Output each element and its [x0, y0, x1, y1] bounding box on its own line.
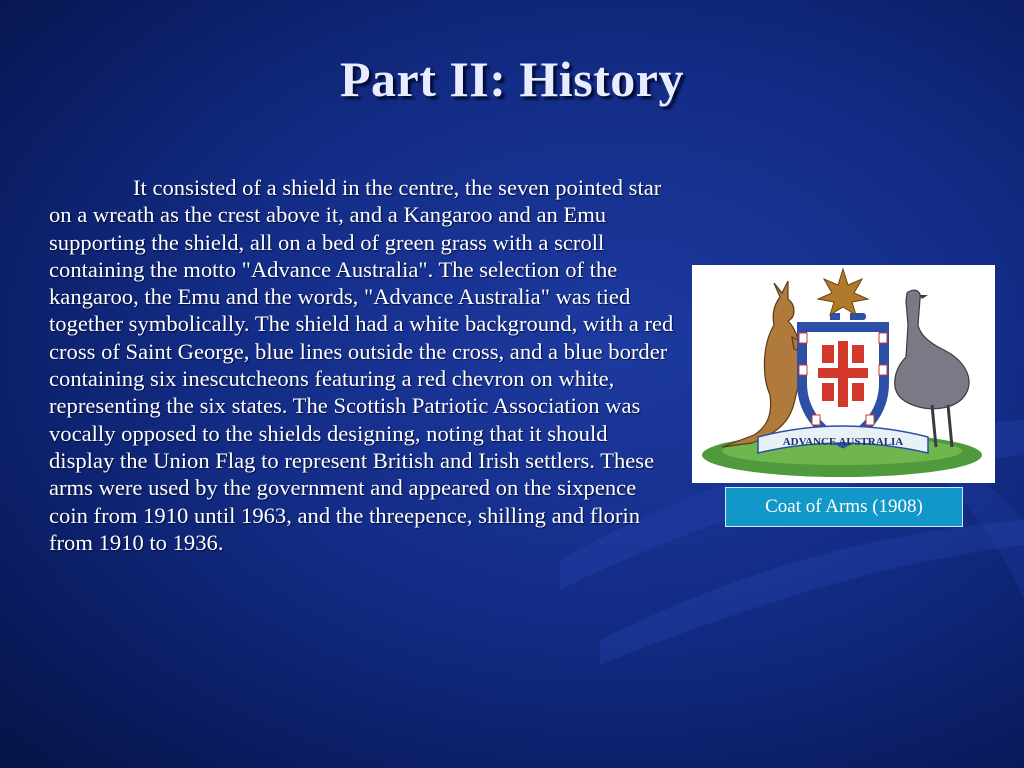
image-caption: Coat of Arms (1908) [725, 487, 963, 527]
coat-of-arms-illustration [692, 265, 995, 483]
motto-text: ADVANCE AUSTRALIA [782, 436, 904, 448]
emu-figure [895, 290, 969, 447]
body-paragraph: It consisted of a shield in the centre, the seven pointed star on a wreath as the crest above it, and a Kangaroo and an Emu supporting the shield, all on a bed of green grass with a scroll containing the motto "Advance Australia". The selection of the kangaroo, the Emu and the words, "Advance Australia" was tied together symbolically. The shield had a white background, with a red cross of Saint George, blue lines outside the cross, and a blue border containing six inescutcheons featuring a red chevron on white, representing the six states. The Scottish Patriotic Association was vocally opposed to the shields designing, noting that it should display the Union Flag to represent British and Irish settlers. These arms were used by the government and appeared on the sixpence coin from 1910 until 1963, and the threepence, shilling and florin from 1910 to 1936. [49, 175, 674, 555]
coat-of-arms-image [692, 265, 995, 483]
slide-title: Part II: History [339, 51, 685, 107]
seven-pointed-star [818, 269, 868, 315]
